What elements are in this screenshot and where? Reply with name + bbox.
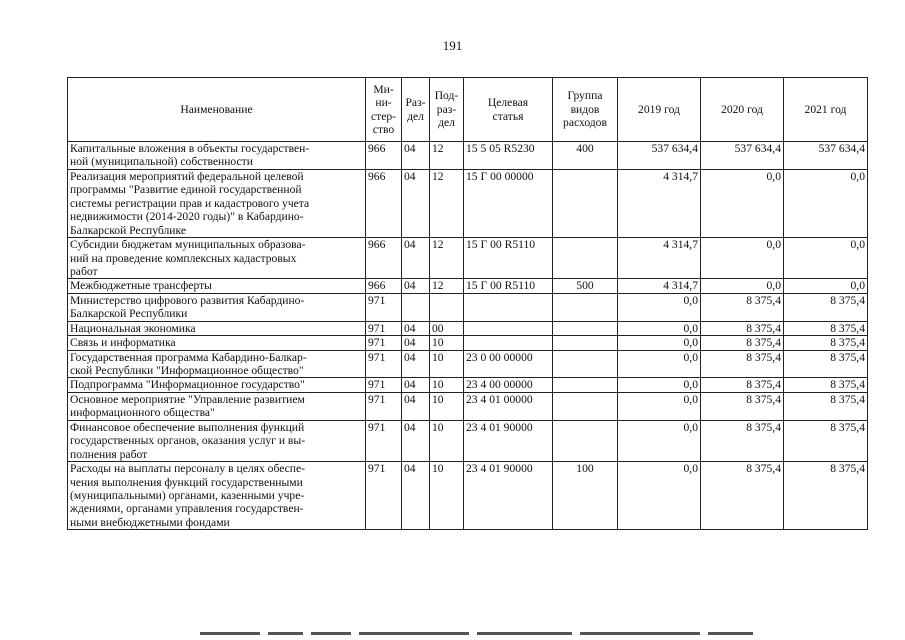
cell-subsection — [430, 293, 464, 321]
cell-subsection: 10 — [430, 392, 464, 420]
cell-ministry: 966 — [366, 142, 402, 170]
cell-name: Национальная экономика — [68, 321, 366, 335]
cell-ministry: 971 — [366, 462, 402, 530]
cell-section — [402, 293, 430, 321]
cell-section: 04 — [402, 321, 430, 335]
cell-2020: 8 375,4 — [701, 321, 784, 335]
cell-name: Государственная программа Кабардино-Балкар- ской Республики "Информационное общество" — [68, 350, 366, 378]
cell-2021: 8 375,4 — [784, 336, 868, 350]
cell-target: 23 4 01 90000 — [464, 420, 553, 461]
table-row — [68, 321, 868, 335]
page-number: 191 — [442, 38, 463, 53]
cell-group — [553, 321, 618, 335]
header-name: Наименование — [68, 78, 366, 142]
cell-section: 04 — [402, 142, 430, 170]
cell-name: Реализация мероприятий федеральной целевой программы "Развитие единой государственной системы регистрации прав и кадастрового учета недвижимости (2014-2020 годы)" в Кабардино- Балкарской Республике — [68, 169, 366, 237]
cell-2020: 0,0 — [701, 169, 784, 237]
cell-2020: 8 375,4 — [701, 350, 784, 378]
cell-name: Расходы на выплаты персоналу в целях обеспе- чения выполнения функций государственными (муниципальными) органами, казенными учре- ждениями, органами управления государствен- ными внебюджетными фондами — [68, 462, 366, 530]
cell-ministry: 966 — [366, 279, 402, 293]
header-2021: 2021 год — [784, 78, 868, 142]
cell-2021: 8 375,4 — [784, 378, 868, 392]
cell-2019: 4 314,7 — [618, 238, 701, 279]
cell-ministry: 971 — [366, 293, 402, 321]
cell-target: 23 4 01 00000 — [464, 392, 553, 420]
cell-group — [553, 238, 618, 279]
table-row — [68, 279, 868, 293]
cell-target: 23 4 00 00000 — [464, 378, 553, 392]
cell-2019: 0,0 — [618, 321, 701, 335]
cell-2021: 8 375,4 — [784, 462, 868, 530]
table-row — [68, 462, 868, 530]
cell-name: Основное мероприятие "Управление развитием информационного общества" — [68, 392, 366, 420]
cell-2021: 0,0 — [784, 238, 868, 279]
cell-name: Финансовое обеспечение выполнения функций государственных органов, оказания услуг и вы- полнения работ — [68, 420, 366, 461]
cell-2021: 0,0 — [784, 279, 868, 293]
cell-target: 23 0 00 00000 — [464, 350, 553, 378]
cell-group — [553, 420, 618, 461]
cell-target — [464, 293, 553, 321]
cell-2019: 0,0 — [618, 336, 701, 350]
cell-ministry: 966 — [366, 169, 402, 237]
cell-subsection: 10 — [430, 350, 464, 378]
cell-2021: 8 375,4 — [784, 350, 868, 378]
cell-section: 04 — [402, 279, 430, 293]
cell-ministry: 971 — [366, 336, 402, 350]
cell-2019: 0,0 — [618, 378, 701, 392]
cell-target: 15 5 05 R5230 — [464, 142, 553, 170]
bottom-edge-marks — [200, 632, 780, 635]
cell-2019: 4 314,7 — [618, 169, 701, 237]
table-header-row — [68, 78, 868, 142]
cell-subsection: 00 — [430, 321, 464, 335]
cell-group — [553, 350, 618, 378]
cell-2020: 0,0 — [701, 238, 784, 279]
cell-2020: 537 634,4 — [701, 142, 784, 170]
budget-table — [67, 77, 868, 530]
table-row — [68, 293, 868, 321]
cell-subsection: 12 — [430, 279, 464, 293]
cell-ministry: 971 — [366, 321, 402, 335]
cell-2019: 0,0 — [618, 462, 701, 530]
cell-group: 500 — [553, 279, 618, 293]
cell-2020: 8 375,4 — [701, 420, 784, 461]
cell-2019: 537 634,4 — [618, 142, 701, 170]
cell-group: 100 — [553, 462, 618, 530]
cell-name: Межбюджетные трансферты — [68, 279, 366, 293]
cell-section: 04 — [402, 350, 430, 378]
cell-ministry: 971 — [366, 378, 402, 392]
cell-target — [464, 321, 553, 335]
cell-2020: 0,0 — [701, 279, 784, 293]
table-row — [68, 169, 868, 237]
cell-ministry: 966 — [366, 238, 402, 279]
cell-2019: 0,0 — [618, 350, 701, 378]
table-row — [68, 420, 868, 461]
cell-target — [464, 336, 553, 350]
table-body — [68, 142, 868, 530]
cell-2021: 8 375,4 — [784, 420, 868, 461]
cell-2019: 0,0 — [618, 293, 701, 321]
cell-2021: 537 634,4 — [784, 142, 868, 170]
table-row — [68, 336, 868, 350]
cell-group — [553, 169, 618, 237]
cell-target: 23 4 01 90000 — [464, 462, 553, 530]
cell-ministry: 971 — [366, 350, 402, 378]
cell-2020: 8 375,4 — [701, 378, 784, 392]
cell-2021: 0,0 — [784, 169, 868, 237]
cell-section: 04 — [402, 392, 430, 420]
table-row — [68, 142, 868, 170]
cell-2021: 8 375,4 — [784, 392, 868, 420]
cell-subsection: 10 — [430, 378, 464, 392]
cell-name: Субсидии бюджетам муниципальных образова- ний на проведение комплексных кадастровых работ — [68, 238, 366, 279]
header-subsection: Под- раз- дел — [430, 78, 464, 142]
cell-name: Капитальные вложения в объекты государствен- ной (муниципальной) собственности — [68, 142, 366, 170]
cell-name: Связь и информатика — [68, 336, 366, 350]
cell-section: 04 — [402, 420, 430, 461]
cell-2020: 8 375,4 — [701, 392, 784, 420]
table-row — [68, 392, 868, 420]
cell-subsection: 12 — [430, 169, 464, 237]
cell-name: Министерство цифрового развития Кабардино- Балкарской Республики — [68, 293, 366, 321]
table-row — [68, 378, 868, 392]
table-row — [68, 238, 868, 279]
cell-section: 04 — [402, 238, 430, 279]
cell-target: 15 Г 00 R5110 — [464, 238, 553, 279]
cell-group — [553, 336, 618, 350]
header-target: Целевая статья — [464, 78, 553, 142]
header-ministry: Ми- ни- стер- ство — [366, 78, 402, 142]
cell-section: 04 — [402, 378, 430, 392]
cell-subsection: 12 — [430, 142, 464, 170]
cell-2021: 8 375,4 — [784, 293, 868, 321]
cell-2019: 0,0 — [618, 420, 701, 461]
cell-section: 04 — [402, 336, 430, 350]
cell-2021: 8 375,4 — [784, 321, 868, 335]
table-row — [68, 350, 868, 378]
cell-target: 15 Г 00 R5110 — [464, 279, 553, 293]
cell-ministry: 971 — [366, 392, 402, 420]
cell-2020: 8 375,4 — [701, 462, 784, 530]
cell-subsection: 10 — [430, 420, 464, 461]
cell-section: 04 — [402, 169, 430, 237]
header-2019: 2019 год — [618, 78, 701, 142]
header-group: Группа видов расходов — [553, 78, 618, 142]
cell-target: 15 Г 00 00000 — [464, 169, 553, 237]
header-section: Раз- дел — [402, 78, 430, 142]
cell-subsection: 10 — [430, 336, 464, 350]
cell-subsection: 12 — [430, 238, 464, 279]
cell-group — [553, 378, 618, 392]
cell-name: Подпрограмма "Информационное государство" — [68, 378, 366, 392]
cell-group: 400 — [553, 142, 618, 170]
cell-2020: 8 375,4 — [701, 336, 784, 350]
cell-2019: 0,0 — [618, 392, 701, 420]
cell-section: 04 — [402, 462, 430, 530]
cell-ministry: 971 — [366, 420, 402, 461]
cell-2019: 4 314,7 — [618, 279, 701, 293]
header-2020: 2020 год — [701, 78, 784, 142]
cell-group — [553, 293, 618, 321]
cell-group — [553, 392, 618, 420]
cell-subsection: 10 — [430, 462, 464, 530]
cell-2020: 8 375,4 — [701, 293, 784, 321]
